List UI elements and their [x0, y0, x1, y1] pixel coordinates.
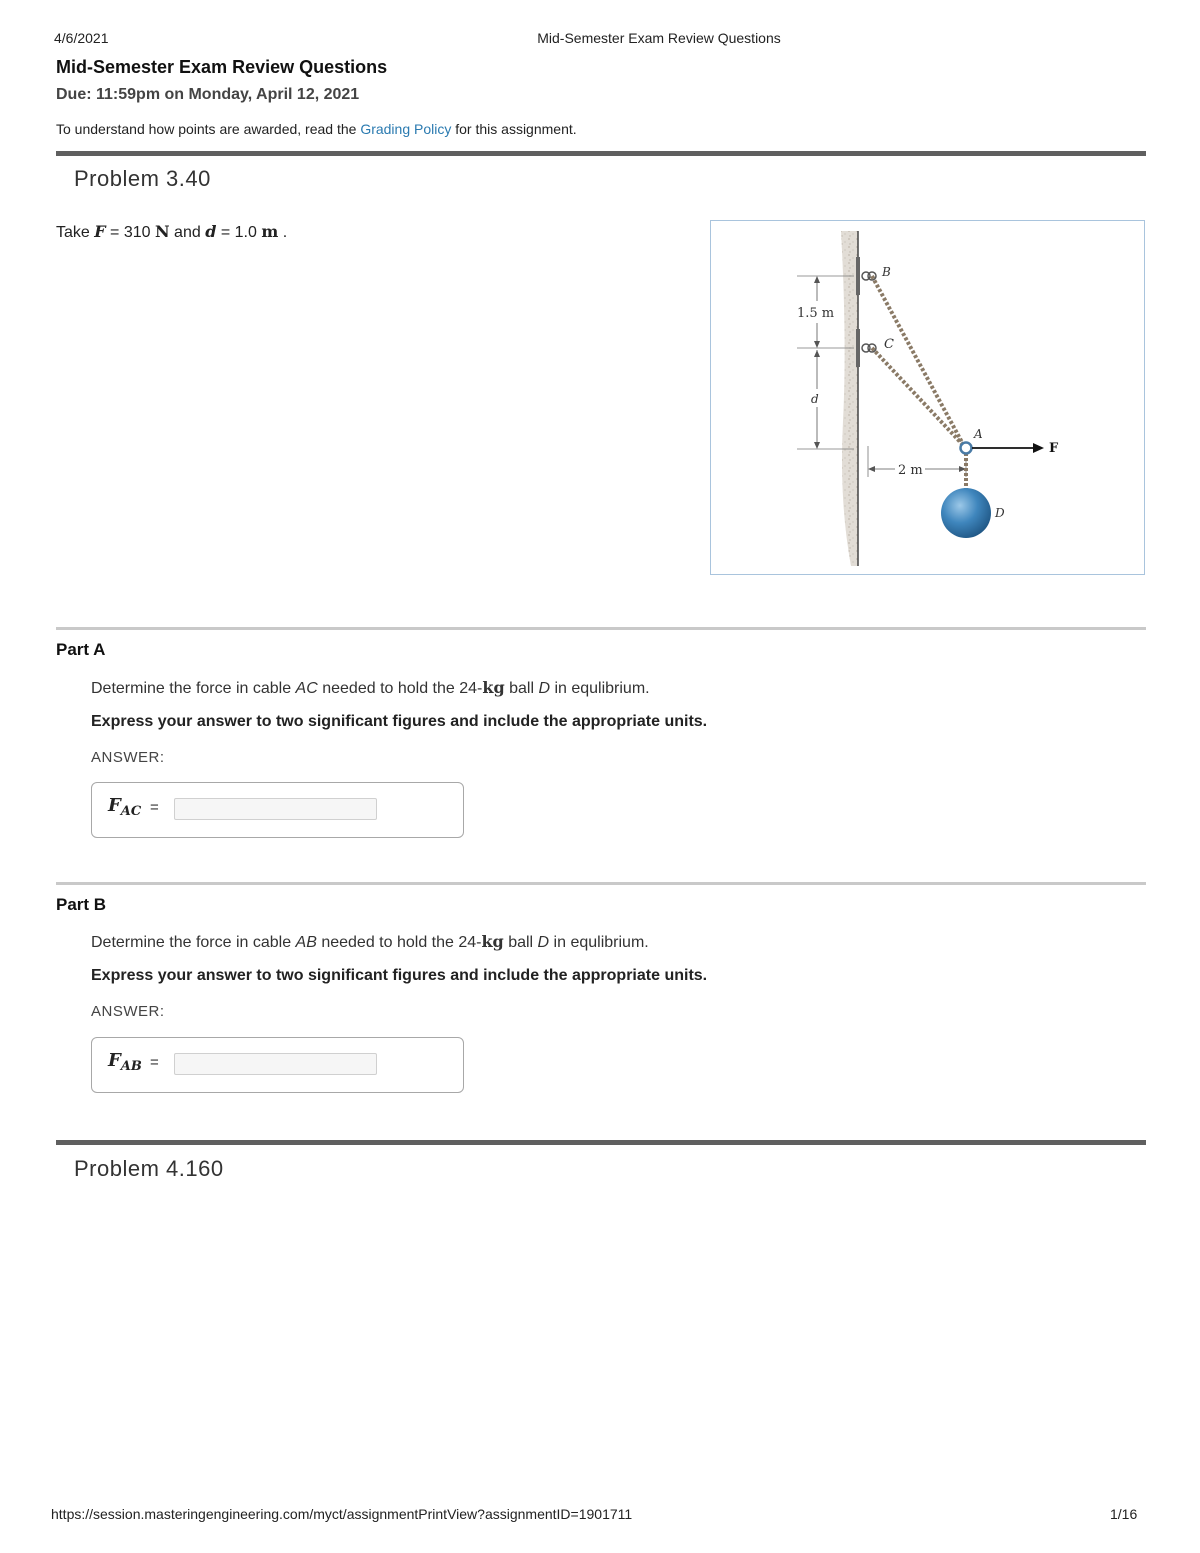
part-a-answer-variable: $F_{AC}$: [108, 795, 142, 819]
label-b: B: [882, 265, 891, 279]
given-values: Take F = 310 N and d = 1.0 m .: [56, 222, 288, 241]
grading-policy-link[interactable]: Grading Policy: [360, 121, 452, 137]
force-arrow: [1033, 443, 1044, 453]
label-d: D: [995, 506, 1005, 520]
print-header-title: Mid-Semester Exam Review Questions: [537, 30, 781, 46]
cable-ac: [872, 348, 964, 446]
problem-divider: [56, 1140, 1146, 1145]
problem-title-2: Problem 4.160: [74, 1156, 224, 1181]
grading-policy-note: [56, 121, 577, 137]
part-b-answer-variable: $F_{AB}$: [108, 1050, 142, 1074]
part-b-answer-box: [91, 1037, 464, 1093]
cable-ab: [872, 276, 964, 446]
ring-a: [961, 443, 972, 454]
footer-page-number: 1/16: [1110, 1506, 1138, 1522]
due-date: Due: 11:59pm on Monday, April 12, 2021: [56, 86, 360, 103]
label-c: C: [884, 337, 894, 352]
part-b-question: Determine the force in cable AB needed to hold the 24-kg ball D in equlibrium.: [91, 932, 649, 951]
label-f: F: [1049, 441, 1059, 456]
bracket-c: [856, 329, 860, 367]
part-a-equals: =: [150, 799, 159, 816]
part-a-answer-input[interactable]: [174, 798, 377, 820]
wall: [841, 231, 858, 566]
part-a-answer-label: ANSWER:: [91, 749, 165, 766]
part-b-answer-input[interactable]: [174, 1053, 377, 1075]
dim-d-label: d: [811, 392, 819, 406]
footer-url: https://session.masteringengineering.com/myct/assignmentPrintView?assignmentID=1901711: [51, 1506, 633, 1522]
part-divider: [56, 882, 1146, 885]
assignment-title: Mid-Semester Exam Review Questions: [56, 57, 388, 77]
problem-title: Problem 3.40: [74, 166, 211, 191]
part-b-title: Part B: [56, 895, 107, 914]
ball-d: [941, 488, 991, 538]
bracket-b: [856, 257, 860, 295]
problem-divider: [56, 151, 1146, 156]
problem-figure: [710, 220, 1145, 575]
part-a-answer-box: [91, 782, 464, 838]
part-a-title: Part A: [56, 640, 106, 659]
dim-vertical-label: 1.5 m: [797, 306, 835, 321]
label-a: A: [974, 427, 983, 441]
policy-suffix: for this assignment.: [451, 121, 577, 137]
part-b-answer-label: ANSWER:: [91, 1003, 165, 1020]
part-b-instruction: Express your answer to two significant figures and include the appropriate units.: [91, 967, 708, 984]
part-b-equals: =: [150, 1054, 159, 1071]
part-a-question: Determine the force in cable AC needed to hold the 24-kg ball D in equlibrium.: [91, 678, 650, 697]
part-a-instruction: Express your answer to two significant figures and include the appropriate units.: [91, 713, 708, 730]
ball-cable-diagram: [711, 221, 1144, 574]
dim-horizontal-label: 2 m: [898, 463, 923, 478]
part-divider: [56, 627, 1146, 630]
print-date: 4/6/2021: [54, 30, 109, 46]
policy-prefix: To understand how points are awarded, read the: [56, 121, 361, 137]
